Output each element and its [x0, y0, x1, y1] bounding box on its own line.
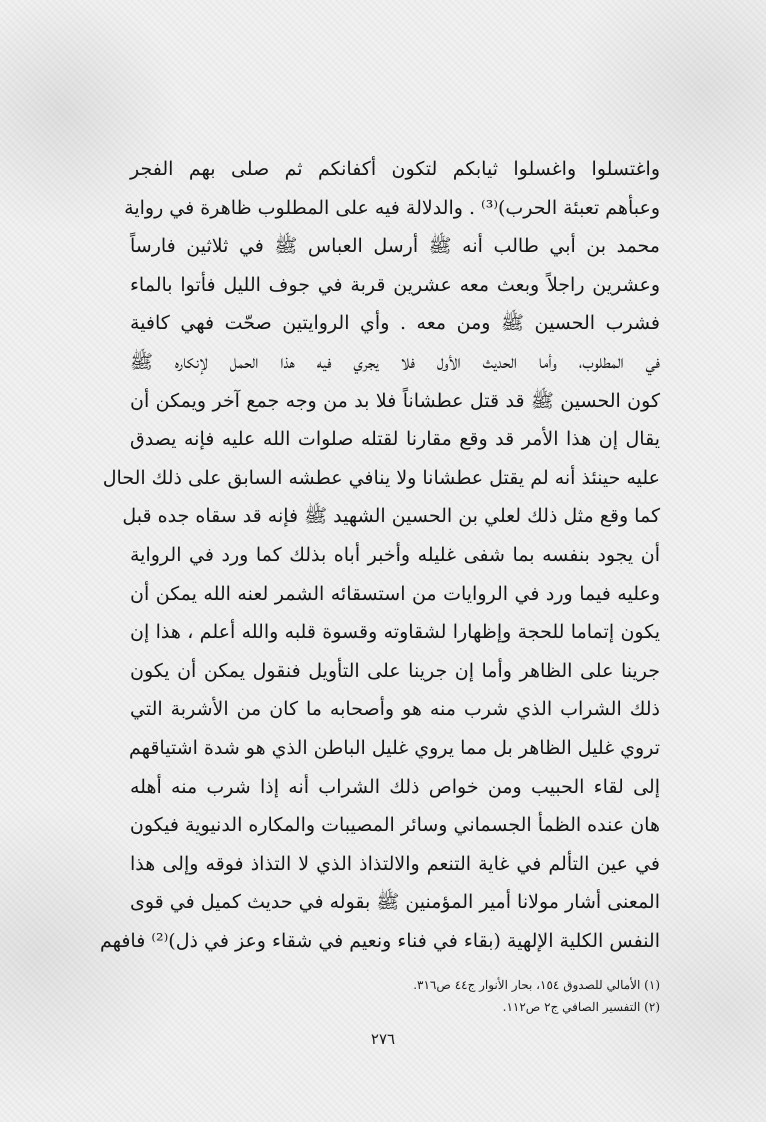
text-line: في عين التألم في غاية التنعم والالتذاذ الذي لا التذاذ فوقه وإلى هذا [130, 852, 660, 875]
text-line: النفس الكلية الإلهية (بقاء في فناء ونعيم في شقاء وعز في ذل)⁽²⁾ فافهم [99, 929, 660, 952]
text-line: جرينا على الظاهر وأما إن جرينا على التأويل فنقول يمكن أن يكون [130, 659, 660, 682]
footnote-2: (٢) التفسير الصافي ج٢ ص١١٢. [502, 1000, 660, 1014]
text-line: كما وقع مثل ذلك لعلي بن الحسين الشهيد ﷺ فإنه قد سقاه جده قبل [122, 505, 660, 528]
text-line: يقال إن هذا الأمر قد وقع مقارنا لقتله صلوات الله عليه فإنه يصدق [130, 428, 660, 451]
text-line: في المطلوب، وأما الحديث الأول فلا يجري فيه هذا الحمل لإنكاره ﷺ [130, 350, 660, 373]
text-line: أن يجود بنفسه بما شفى غليله وأخبر أباه بذلك كما ورد في الرواية [130, 543, 660, 566]
text-line: يكون إتماما للحجة وإظهارا لشقاوته وقسوة قلبه والله أعلم ، هذا إن [130, 621, 660, 644]
page-number: ٢٧٦ [370, 1030, 396, 1048]
footnotes [200, 974, 660, 1018]
text-line: المعنى أشار مولانا أمير المؤمنين ﷺ بقوله في حديث كميل في قوى [129, 891, 660, 914]
text-line: كون الحسين ﷺ قد قتل عطشاناً فلا بد من وجه جمع آخر ويمكن أن [130, 389, 661, 412]
text-line: وعبأهم تعبئة الحرب)⁽³⁾ . والدلالة فيه على المطلوب ظاهرة في رواية [124, 196, 660, 219]
text-line: وعليه فيما ورد في الروايات من استسقائه الشمر لعنه الله يمكن أن [130, 582, 660, 605]
text-line: ذلك الشراب الذي شرب منه هو وأصحابه ما كان من الأشربة التي [130, 698, 660, 721]
text-line: محمد بن أبي طالب أنه ﷺ أرسل العباس ﷺ في ثلاثين فارساً [130, 235, 660, 258]
footnote-1: (١) الأمالي للصدوق ١٥٤، بحار الأنوار ج٤٤ ص٣١٦. [413, 978, 660, 992]
body-text [99, 150, 661, 960]
text-line: إلى لقاء الحبيب ومن خواص ذلك الشراب أنه إذا شرب منه أهله [130, 775, 660, 798]
text-line: عليه حينئذ أنه لم يقتل عطشانا ولا ينافي عطشه السابق على ذلك الحال [102, 466, 660, 489]
text-line: هان عنده الظمأ الجسماني وسائر المصيبات والمكاره الدنيوية فيكون [129, 814, 660, 837]
text-line: فشرب الحسين ﷺ ومن معه . وأي الروايتين صحّت فهي كافية [130, 312, 660, 335]
text-line: واغتسلوا واغسلوا ثيابكم لتكون أكفانكم ثم صلى بهم الفجر [130, 158, 660, 180]
text-line: وعشرين راجلاً وبعث معه عشرين قربة في جوف الليل فأتوا بالماء [130, 273, 660, 296]
text-line: تروي غليل الظاهر بل مما يروي غليل الباطن الذي هو شدة اشتياقهم [128, 736, 660, 759]
